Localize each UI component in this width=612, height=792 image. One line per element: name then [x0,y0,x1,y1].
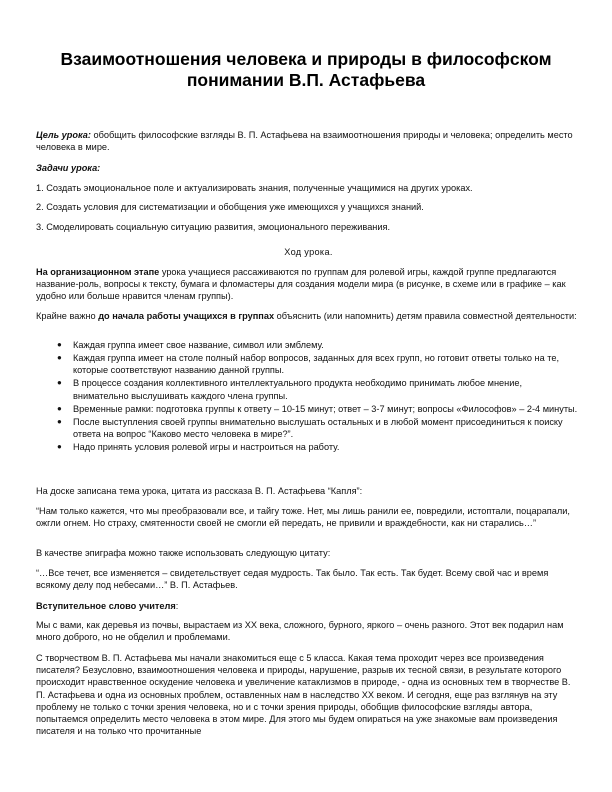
bullet-icon: ● [57,340,62,349]
list-item [56,403,579,415]
quote-epigraph: “…Все течет, все изменяется – свидетельствует седая мудрость. Так было. Так есть. Так будет. Всему свой час и время всякому делу под небесами…” В. П. Астафьев. [36,568,549,591]
title-line-1: Взаимоотношения человека и природы в философском [60,49,552,69]
rules-intro-pre: Крайне важно [36,311,99,321]
rule-text: После выступления своей группы внимательно выслушать остальных и в любой момент присоединиться к поиску ответа на вопрос “Каково место человека в мире?”. [73,416,563,439]
list-item [56,441,579,453]
rules-list [56,339,579,454]
teacher-intro-colon: : [175,601,179,611]
rule-text: Временные рамки: подготовка группы к ответу – 10-15 минут; ответ – 3-7 минут; вопросы «Философов» – 2-4 минуты. [73,403,578,414]
rules-intro [36,310,581,322]
teacher-intro-heading [36,600,581,612]
tasks-label: Задачи урока: [36,163,101,173]
intro-paragraph-2: С творчеством В. П. Астафьева мы начали знакомиться еще с 5 класса. Какая тема проходит через все произведения писателя? Безусловно, взаимоотношения человека и природы, нарушение, разрыв их тесной связи, в результате которого происходит нравственное оскудение человека и увеличение катаклизмов в природе, - одна из основных тем в творчестве В. П. Астафьева и одна из основных проблем, оставленных нам в наследство XX веком. И сегодня, еще раз взглянув на эту проблему не только с точки зрения человека, но и с точки зрения природы, обобщив философские взгляды автора, попытаемся определить место человека в этом мире. Для этого мы будем опираться на уже знакомые вам произведения писателя и на только что прочитанные [36,653,571,737]
bullet-icon: ● [57,403,62,413]
list-item [56,416,579,440]
lesson-heading: Ход урока. [284,247,333,257]
rule-text: В процессе создания коллективного интеллектуального продукта необходимо принимать любое мнение, внимательно выслушивать каждого члена группы. [73,378,523,401]
org-stage-label: На организационном этапе [36,267,160,277]
title-line-2: понимании В.П. Астафьева [186,70,426,90]
quote-kaplya: “Нам только кажется, что мы преобразовали все, и тайгу тоже. Нет, мы лишь ранили ее, повредили, истоптали, поцарапали, ожгли огнем. Но страху, смятенности своей не смогли ей передать, не привили и враждебности, как ни старались…” [36,506,570,529]
teacher-intro-label: Вступительное слово учителя [36,601,176,611]
bullet-icon: ● [57,353,62,363]
bullet-icon: ● [57,442,62,452]
org-stage-text: урока учащиеся рассаживаются по группам для ролевой игры, каждой группе предлагаются название-роль, вопросы к тексту, бумага и фломастеры для создания модели мира (в рисунке, в схеме или в графике – как удобно или больше нравится членам группы). [36,267,566,302]
rule-text: Каждая группа имеет свое название, символ или эмблему. [73,340,324,350]
rule-text: Каждая группа имеет на столе полный набор вопросов, заданных для всех групп, но готовит ответы только на те, которые соответствуют названию данной группы. [73,353,560,376]
epigraph-intro: В качестве эпиграфа можно также использовать следующую цитату: [36,548,331,558]
bullet-icon: ● [57,416,62,426]
bullet-icon: ● [57,378,62,388]
rule-text: Надо принять условия ролевой игры и настроиться на работу. [73,442,340,453]
goal-label: Цель урока: [36,130,91,140]
lesson-goal [36,129,581,153]
rules-intro-post: объяснить (или напомнить) детям правила совместной деятельности: [274,311,577,321]
task-item-2: 2. Создать условия для систематизации и обобщения уже имеющихся у учащихся знаний. [36,202,424,212]
document-title [20,49,592,91]
list-item [56,352,579,376]
board-text: На доске записана тема урока, цитата из рассказа В. П. Астафьева “Капля”: [36,486,363,496]
goal-text: обобщить философские взгляды В. П. Астафьева на взаимоотношения природы и человека; определить место человека в мире. [36,130,573,153]
intro-paragraph-1: Мы с вами, как деревья из почвы, вырастаем из XX века, сложного, бурного, яркого – очень разного. Этот век подарил нам много доброго, но не обделил и проблемами. [36,620,564,643]
organizational-stage [36,266,581,303]
list-item [56,377,579,401]
list-item [56,339,579,351]
task-item-1: 1. Создать эмоциональное поле и актуализировать знания, полученные учащимися на других уроках. [36,183,473,193]
task-item-3: 3. Смоделировать социальную ситуацию развития, эмоционального переживания. [36,222,391,232]
rules-intro-bold: до начала работы учащихся в группах [98,311,275,321]
